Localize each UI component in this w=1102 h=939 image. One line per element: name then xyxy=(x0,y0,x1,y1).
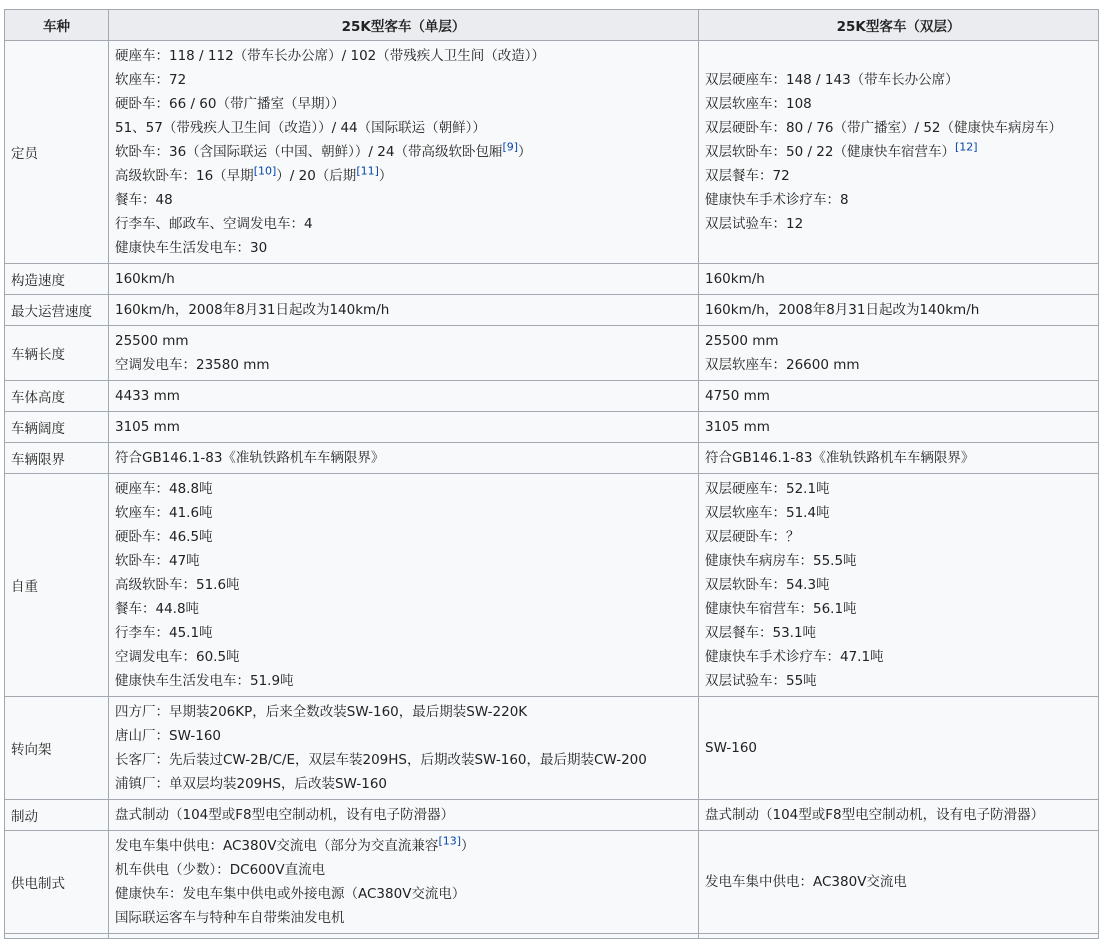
cell-line: 机车供电（少数）：DC600V直流电 xyxy=(115,862,326,878)
table-row-height xyxy=(5,381,1099,412)
cell-line: 长客厂：先后装过CW-2B/C/E，双层车装209HS，后期改装SW-160，最后期装CW-200 xyxy=(115,752,647,768)
cell-line: 健康快车病房车：55.5吨 xyxy=(705,553,857,569)
cell-single xyxy=(109,295,699,326)
table-row-brake xyxy=(5,800,1099,831)
header-double-deck: 25K型客车（双层） xyxy=(699,10,1099,41)
cell-line: 软卧车：47吨 xyxy=(115,553,200,569)
table-row-width xyxy=(5,412,1099,443)
row-label: 车辆阔度 xyxy=(5,412,109,443)
cell-line: 双层硬座车：148 / 143（带车长办公席） xyxy=(705,72,959,88)
cell-line: 25500 mm xyxy=(115,333,189,349)
cell-line: 双层试验车：55吨 xyxy=(705,673,817,689)
row-label: 车辆限界 xyxy=(5,443,109,474)
reference-link-10[interactable]: [10] xyxy=(253,164,277,178)
cell-line: 符合GB146.1-83《准轨铁路机车车辆限界》 xyxy=(705,450,975,466)
row-label: 最大运营速度 xyxy=(5,295,109,326)
cell-line: 双层硬卧车：80 / 76（带广播室）/ 52（健康快车病房车） xyxy=(705,120,1063,136)
spec-table xyxy=(4,9,1099,939)
cell-line: 高级软卧车：16（早期[10]）/ 20（后期[11]） xyxy=(115,164,393,184)
table-row-power-supply xyxy=(5,831,1099,934)
cell-line: 唐山厂：SW-160 xyxy=(115,728,222,744)
cell-line: 双层硬座车：52.1吨 xyxy=(705,481,830,497)
cell-single xyxy=(109,474,699,697)
cell-line: 健康快车宿营车：56.1吨 xyxy=(705,601,857,617)
cell-double xyxy=(699,800,1099,831)
cell-line: 发电车集中供电：AC380V交流电（部分为交直流兼容[13]） xyxy=(115,834,475,854)
cell-line: 健康快车：发电车集中供电或外接电源（AC380V交流电） xyxy=(115,886,466,902)
cell-double xyxy=(699,697,1099,800)
cell-line: 双层硬卧车：？ xyxy=(705,529,800,545)
row-label: 车辆长度 xyxy=(5,326,109,381)
row-label: 制动 xyxy=(5,800,109,831)
cell-line: 四方厂：早期装206KP，后来全数改装SW-160，最后期装SW-220K xyxy=(115,704,528,720)
cell-line: SW-160 xyxy=(705,740,758,756)
reference-link-13[interactable]: [13] xyxy=(438,834,462,848)
cell-line: 双层餐车：53.1吨 xyxy=(705,625,817,641)
cell-single xyxy=(109,326,699,381)
cell-line: 160km/h xyxy=(705,271,765,287)
cell-double xyxy=(699,326,1099,381)
cell-line: 健康快车生活发电车：51.9吨 xyxy=(115,673,294,689)
cell-line: 高级软卧车：51.6吨 xyxy=(115,577,240,593)
table-row-cut-off xyxy=(5,934,1099,939)
cell-line: 双层软卧车：50 / 22（健康快车宿营车）[12] xyxy=(705,140,978,160)
cell-line: 160km/h，2008年8月31日起改为140km/h xyxy=(115,302,390,318)
cell-line: 健康快车生活发电车：30 xyxy=(115,240,268,256)
cell-single-capacity xyxy=(109,41,699,264)
reference-link-12[interactable]: [12] xyxy=(955,140,978,154)
cell-line: 软卧车：36（含国际联运（中国、朝鲜））/ 24（带高级软卧包厢[9]） xyxy=(115,140,532,160)
table-row-bogie xyxy=(5,697,1099,800)
table-row-length xyxy=(5,326,1099,381)
empty-cell xyxy=(699,934,1099,939)
cell-double xyxy=(699,412,1099,443)
cell-double xyxy=(699,443,1099,474)
row-label: 构造速度 xyxy=(5,264,109,295)
cell-line: 硬座车：48.8吨 xyxy=(115,481,213,497)
cell-line: 浦镇厂：单双层均装209HS，后改装SW-160 xyxy=(115,776,387,792)
cell-line: 双层软座车：26600 mm xyxy=(705,357,860,373)
cell-line: 双层试验车：12 xyxy=(705,216,804,232)
table-row-capacity xyxy=(5,41,1099,264)
cell-line: 3105 mm xyxy=(115,419,180,435)
cell-line: 160km/h，2008年8月31日起改为140km/h xyxy=(705,302,980,318)
cell-line: 双层软座车：51.4吨 xyxy=(705,505,830,521)
cell-line: 4750 mm xyxy=(705,388,770,404)
cell-line: 符合GB146.1-83《准轨铁路机车车辆限界》 xyxy=(115,450,385,466)
cell-double xyxy=(699,264,1099,295)
cell-line: 双层软卧车：54.3吨 xyxy=(705,577,830,593)
cell-line: 4433 mm xyxy=(115,388,180,404)
row-label: 车体高度 xyxy=(5,381,109,412)
table-row-design-speed xyxy=(5,264,1099,295)
cell-line: 硬卧车：46.5吨 xyxy=(115,529,213,545)
cell-line: 发电车集中供电：AC380V交流电 xyxy=(705,874,907,890)
row-label: 转向架 xyxy=(5,697,109,800)
cell-single xyxy=(109,800,699,831)
table-row-gauge xyxy=(5,443,1099,474)
cell-line: 空调发电车：23580 mm xyxy=(115,357,270,373)
cell-single xyxy=(109,381,699,412)
cell-single xyxy=(109,443,699,474)
cell-double xyxy=(699,831,1099,934)
table-row-max-speed xyxy=(5,295,1099,326)
cell-line: 硬卧车：66 / 60（带广播室（早期）） xyxy=(115,96,345,112)
cell-line: 软座车：72 xyxy=(115,72,187,88)
cell-line: 餐车：48 xyxy=(115,192,173,208)
cell-double xyxy=(699,295,1099,326)
cell-single xyxy=(109,412,699,443)
cell-double xyxy=(699,381,1099,412)
empty-cell xyxy=(5,934,109,939)
cell-single xyxy=(109,697,699,800)
row-label: 定员 xyxy=(5,41,109,264)
cell-double-capacity xyxy=(699,41,1099,264)
row-label: 供电制式 xyxy=(5,831,109,934)
cell-line: 行李车、邮政车、空调发电车：4 xyxy=(115,216,313,232)
reference-link-9[interactable]: [9] xyxy=(502,140,519,154)
header-single-deck: 25K型客车（单层） xyxy=(109,10,699,41)
cell-line: 51、57（带残疾人卫生间（改造））/ 44（国际联运（朝鲜）） xyxy=(115,120,486,136)
cell-line: 25500 mm xyxy=(705,333,779,349)
header-row xyxy=(5,10,1099,41)
cell-line: 盘式制动（104型或F8型电空制动机，设有电子防滑器） xyxy=(705,807,1045,823)
cell-single xyxy=(109,831,699,934)
cell-line: 硬座车：118 / 112（带车长办公席）/ 102（带残疾人卫生间（改造）） xyxy=(115,48,546,64)
reference-link-11[interactable]: [11] xyxy=(356,164,379,178)
table-row-weight xyxy=(5,474,1099,697)
empty-cell xyxy=(109,934,699,939)
cell-single xyxy=(109,264,699,295)
row-label: 自重 xyxy=(5,474,109,697)
cell-line: 双层餐车：72 xyxy=(705,168,790,184)
cell-line: 国际联运客车与特种车自带柴油发电机 xyxy=(115,910,345,926)
cell-line: 健康快车手术诊疗车：8 xyxy=(705,192,849,208)
cell-line: 盘式制动（104型或F8型电空制动机，设有电子防滑器） xyxy=(115,807,455,823)
cell-line: 软座车：41.6吨 xyxy=(115,505,213,521)
cell-double xyxy=(699,474,1099,697)
cell-line: 双层软座车：108 xyxy=(705,96,812,112)
header-car-type: 车种 xyxy=(5,10,109,41)
cell-line: 160km/h xyxy=(115,271,175,287)
cell-line: 空调发电车：60.5吨 xyxy=(115,649,240,665)
cell-line: 健康快车手术诊疗车：47.1吨 xyxy=(705,649,884,665)
cell-line: 餐车：44.8吨 xyxy=(115,601,200,617)
cell-line: 行李车：45.1吨 xyxy=(115,625,213,641)
cell-line: 3105 mm xyxy=(705,419,770,435)
